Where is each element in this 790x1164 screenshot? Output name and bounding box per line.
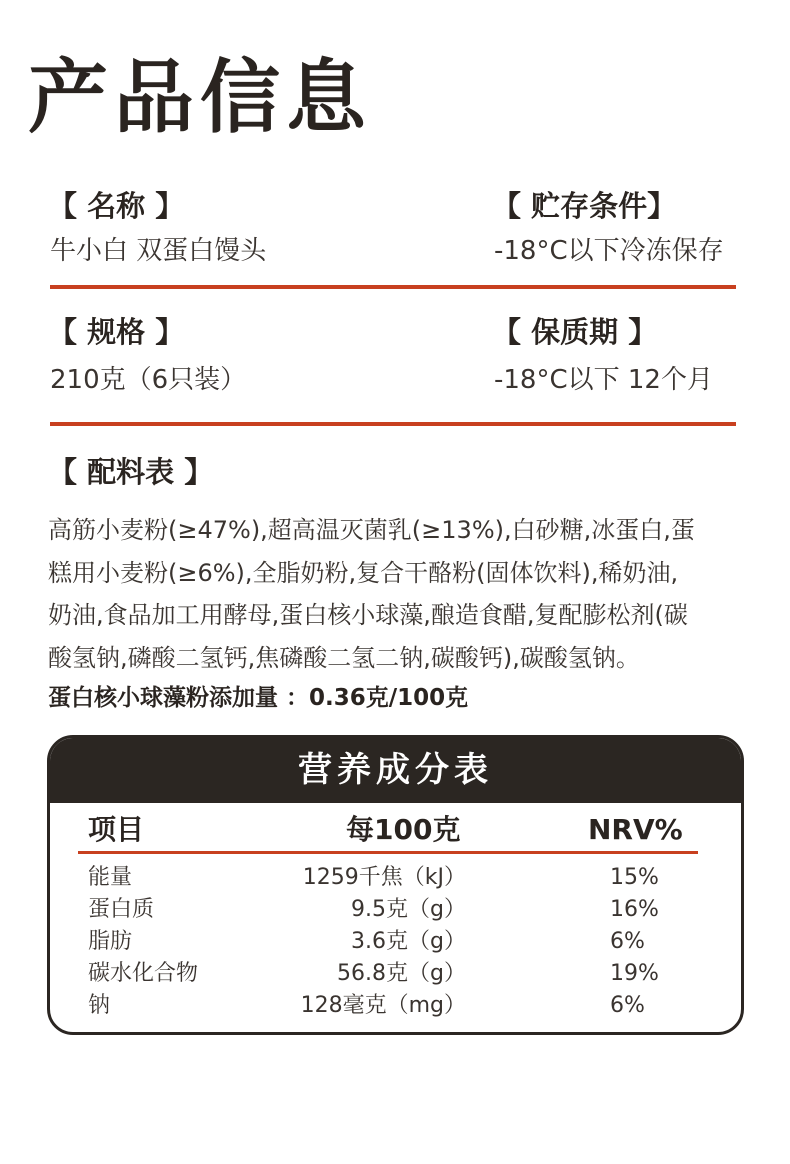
- row-item: 蛋白质: [88, 897, 155, 922]
- row-per100: 128毫克（mg）: [300, 993, 466, 1018]
- shelf-life-label: 【 保质期 】: [492, 315, 658, 349]
- nutrition-table: [47, 735, 744, 1035]
- ingredients-line: 高筋小麦粉(≥47%),超高温灭菌乳(≥13%),白砂糖,冰蛋白,蛋: [48, 516, 695, 544]
- shelf-life-value: -18°C以下 12个月: [494, 365, 713, 395]
- spec-value: 210克（6只装）: [50, 365, 247, 395]
- row-per100: 1259千焦（kJ）: [302, 865, 466, 890]
- name-label: 【 名称 】: [48, 189, 185, 223]
- ingredients-label: 【 配料表 】: [48, 455, 214, 489]
- row-nrv: 19%: [610, 961, 659, 986]
- row-per100: 9.5克（g）: [351, 897, 466, 922]
- ingredients-line: 奶油,食品加工用酵母,蛋白核小球藻,酿造食醋,复配膨松剂(碳: [48, 601, 688, 629]
- row-per100: 56.8克（g）: [337, 961, 466, 986]
- storage-label: 【 贮存条件】: [492, 189, 677, 223]
- row-item: 钠: [88, 993, 111, 1018]
- page-title: 产品信息: [28, 51, 372, 144]
- table-row: [50, 894, 741, 926]
- row-item: 脂肪: [88, 929, 133, 954]
- row-nrv: 15%: [610, 865, 659, 890]
- column-header-item: 项目: [88, 813, 145, 846]
- table-row: [50, 958, 741, 990]
- table-row: [50, 990, 741, 1022]
- table-divider-line: [78, 851, 698, 854]
- storage-value: -18°C以下冷冻保存: [494, 236, 724, 266]
- ingredients-list: [48, 509, 758, 679]
- row-nrv: 6%: [610, 929, 645, 954]
- column-header-nrv: NRV%: [588, 813, 683, 846]
- row-nrv: 6%: [610, 993, 645, 1018]
- spec-label: 【 规格 】: [48, 315, 185, 349]
- nutrition-table-title: 营养成分表: [298, 750, 493, 790]
- row-item: 能量: [88, 865, 133, 890]
- divider-line: [50, 422, 736, 426]
- table-row: [50, 862, 741, 894]
- divider-line: [50, 285, 736, 289]
- name-value: 牛小白 双蛋白馒头: [50, 236, 267, 266]
- column-header-per100: 每100克: [346, 813, 461, 846]
- row-item: 碳水化合物: [88, 961, 199, 986]
- row-per100: 3.6克（g）: [351, 929, 466, 954]
- ingredients-line: 酸氢钠,磷酸二氢钙,焦磷酸二氢二钠,碳酸钙),碳酸氢钠。: [48, 643, 640, 672]
- algae-note: 蛋白核小球藻粉添加量 ：0.36克/100克: [48, 685, 469, 711]
- row-nrv: 16%: [610, 897, 659, 922]
- ingredients-line: 糕用小麦粉(≥6%),全脂奶粉,复合干酪粉(固体饮料),稀奶油,: [48, 558, 679, 587]
- table-row: [50, 926, 741, 958]
